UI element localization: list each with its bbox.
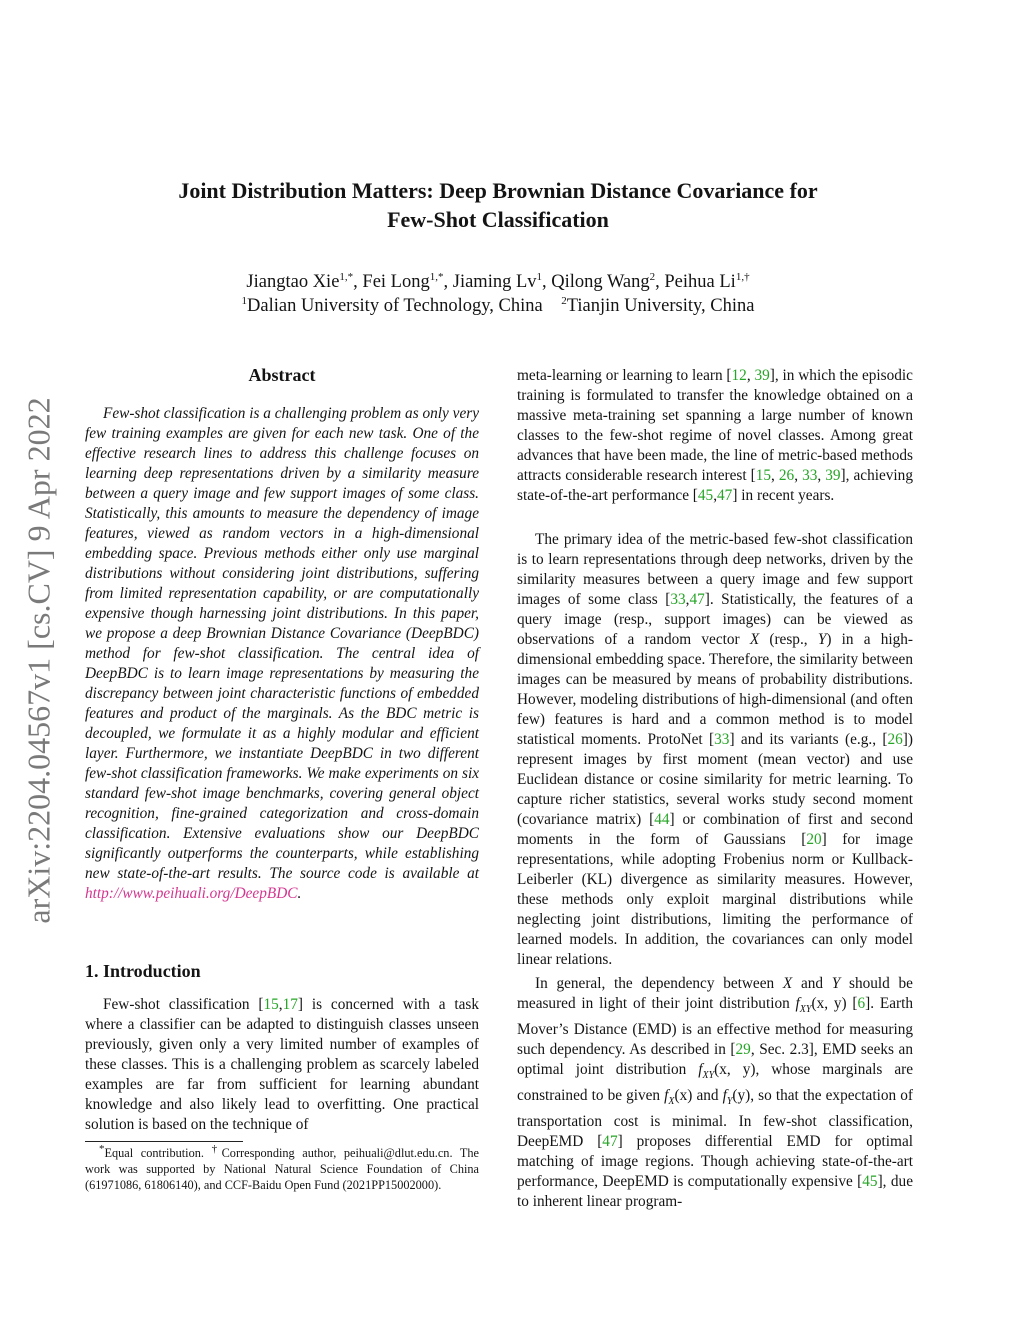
right-paragraph-1: meta-learning or learning to learn [12, 39], in which the episodic training is formulated to transfer the knowledge obtained on a massive meta-training set spanning a large number of known classes to the few-shot regime of novel classes. Among great advances that have been made, the line of metric-based methods attracts considerable research interest [15, 26, 33, 39], achieving state-of-the-art performance [45,47] in recent years. (517, 367, 913, 504)
citation-link[interactable]: 17 (282, 996, 298, 1013)
intro-paragraph: Few-shot classification [15,17] is concerned with a task where a classifier can be adapted to distinguish classes unseen previously, given only a very limited number of examples of these classes. This is a challenging problem as scarcely labeled examples are far from sufficient for learning abundant knowledge and also likely lead to overfitting. One practical solution is based on the technique of (85, 996, 480, 1133)
citation-link[interactable]: 47 (717, 487, 733, 504)
citation-link[interactable]: 33 (802, 467, 818, 484)
section-heading-introduction: 1. Introduction (85, 961, 201, 981)
title-line-2: Few-Shot Classification (387, 207, 609, 232)
author-block (100, 270, 896, 318)
citation-link[interactable]: 45 (697, 487, 714, 504)
arxiv-stamp: arXiv:2204.04567v1 [cs.CV] 9 Apr 2022 (20, 396, 57, 924)
right-paragraph-2: The primary idea of the metric-based few-shot classification is to learn representations through deep networks, driven by the similarity measures between a query image and few support images of some class [33,47]. Statistically, the features of a query image (resp., support images) can be viewed as observations of a random vector X (resp., Y) in a high-dimensional embedding space. Therefore, the similarity between images can be measured by means of probability distributions. However, modeling distributions of high-dimensional (and often few) features is hard and a common method is to model statistical moments. ProtoNet [33] and its variants (e.g., [26]) represent images by first moment (mean vector) and use Euclidean distance or cosine similarity for metric learning. To capture richer statistics, several works study second moment (covariance matrix) [44] or combination of first and second moments in the form of Gaussians [20] for image representations, while adopting Frobenius norm or Kullback-Leiberler (KL) divergence as similarity measures. However, these methods only exploit marginal distributions while neglecting joint distributions, limiting the performance of learned models. In addition, the covariances can only model linear relations. (517, 531, 914, 968)
author-name: Fei Long (362, 272, 430, 292)
abstract-body: Few-shot classification is a challenging problem as only very few training examples are given for each new task. One of the effective research lines to address this challenge focuses on learning deep representations driven by a similarity measure between a query image and few support images of some class. Statistically, this amounts to measure the dependency of image features, viewed as random vectors in a high-dimensional embedding space. Previous methods either only use marginal distributions without considering joint distributions, suffering from limited representation capability, or are computationally expensive though harnessing joint distributions. In this paper, we propose a deep Brownian Distance Covariance (DeepBDC) method for few-shot classification. The central idea of DeepBDC is to learn image representations by measuring the discrepancy between joint characteristic functions of embedded features and product of the marginals. As the BDC metric is decoupled, we formulate it as a highly modular and efficient layer. Furthermore, we instantiate DeepBDC in two different few-shot classification frameworks. We make experiments on six standard few-shot image benchmarks, covering general object recognition, fine-grained categorization and cross-domain classification. Extensive evaluations show our DeepBDC significantly outperforms the counterparts, while establishing new state-of-the-art results. The source code is available at http://www.peihuali.org/DeepBDC. (85, 405, 479, 902)
citation-link[interactable]: 33 (670, 591, 686, 608)
author-name: Qilong Wang (551, 272, 650, 292)
citation-link[interactable]: 39 (754, 367, 770, 384)
code-link[interactable]: http://www.peihuali.org/DeepBDC (85, 885, 298, 902)
author-sup: 2 (649, 270, 656, 283)
citation-link[interactable]: 29 (735, 1041, 751, 1059)
citation-link[interactable]: 20 (806, 831, 822, 848)
citation-link[interactable]: 6 (857, 995, 866, 1012)
affiliation-1: Dalian University of Technology, China (247, 296, 543, 316)
author-sup: 1,† (735, 270, 750, 283)
author-sup: 1,* (339, 270, 354, 283)
author-sup: 1 (536, 270, 543, 283)
citation-link[interactable]: 12 (731, 367, 747, 384)
citation-link[interactable]: 26 (887, 731, 903, 748)
author-sup: 1,* (429, 270, 444, 283)
abstract-heading: Abstract (248, 365, 316, 385)
author-list: Jiangtao Xie$^{1,*}$, Fei Long$^{1,*}$, Jiaming Lv$^1$, Qilong Wang$^2$, Peihua $Li^{1,\dagger}$ (246, 270, 750, 292)
footnote: *Equal contribution. †Corresponding author, peihuali@dlut.edu.cn. The work was supported by National Natural Science Foundation of China (61971086, 61806140), and CCF-Baidu Open Fund (2021PP15002000). (85, 1142, 480, 1192)
footnote-rule (85, 1141, 243, 1142)
citation-link[interactable]: 15 (755, 467, 772, 484)
paper-title (100, 176, 896, 234)
author-name: Peihua Li (664, 272, 736, 292)
citation-link[interactable]: 15 (263, 996, 279, 1013)
affiliations: $^1$Dalian University of Technology, China $^2$Tianjin University, China (241, 294, 755, 316)
citation-link[interactable]: 45 (862, 1173, 878, 1191)
citation-link[interactable]: 47 (602, 1133, 618, 1151)
citation-link[interactable]: 26 (778, 467, 795, 484)
citation-link[interactable]: 39 (825, 467, 841, 484)
affiliation-2: Tianjin University, China (566, 296, 755, 316)
author-name: Jiangtao Xie (246, 272, 340, 292)
title-line-1: Joint Distribution Matters: Deep Brownian Distance Covariance for (178, 178, 818, 203)
citation-link[interactable]: 44 (654, 811, 670, 828)
right-paragraph-3: In general, the dependency between X and Y should be measured in light of their joint distribution $f_{XY}(x$, y) [6]. Earth Mover’s Distance (EMD) is an effective method for measuring such dependency. As described in [29, Sec. 2.3], EMD seeks an optimal joint distribution $f_{XY}(x$, y), whose marginals are constrained to be given $f_X(x)$ and $f_Y(y)$, so that the expectation of transportation cost is minimal. In few-shot classification, DeepEMD [47] proposes differential EMD for optimal matching of image regions. Though achieving state-of-the-art performance, DeepEMD is computationally expensive [45], due to inherent linear program- (517, 975, 914, 1211)
author-name: Jiaming Lv (452, 272, 537, 292)
citation-link[interactable]: 33 (714, 731, 730, 748)
citation-link[interactable]: 47 (689, 591, 705, 608)
